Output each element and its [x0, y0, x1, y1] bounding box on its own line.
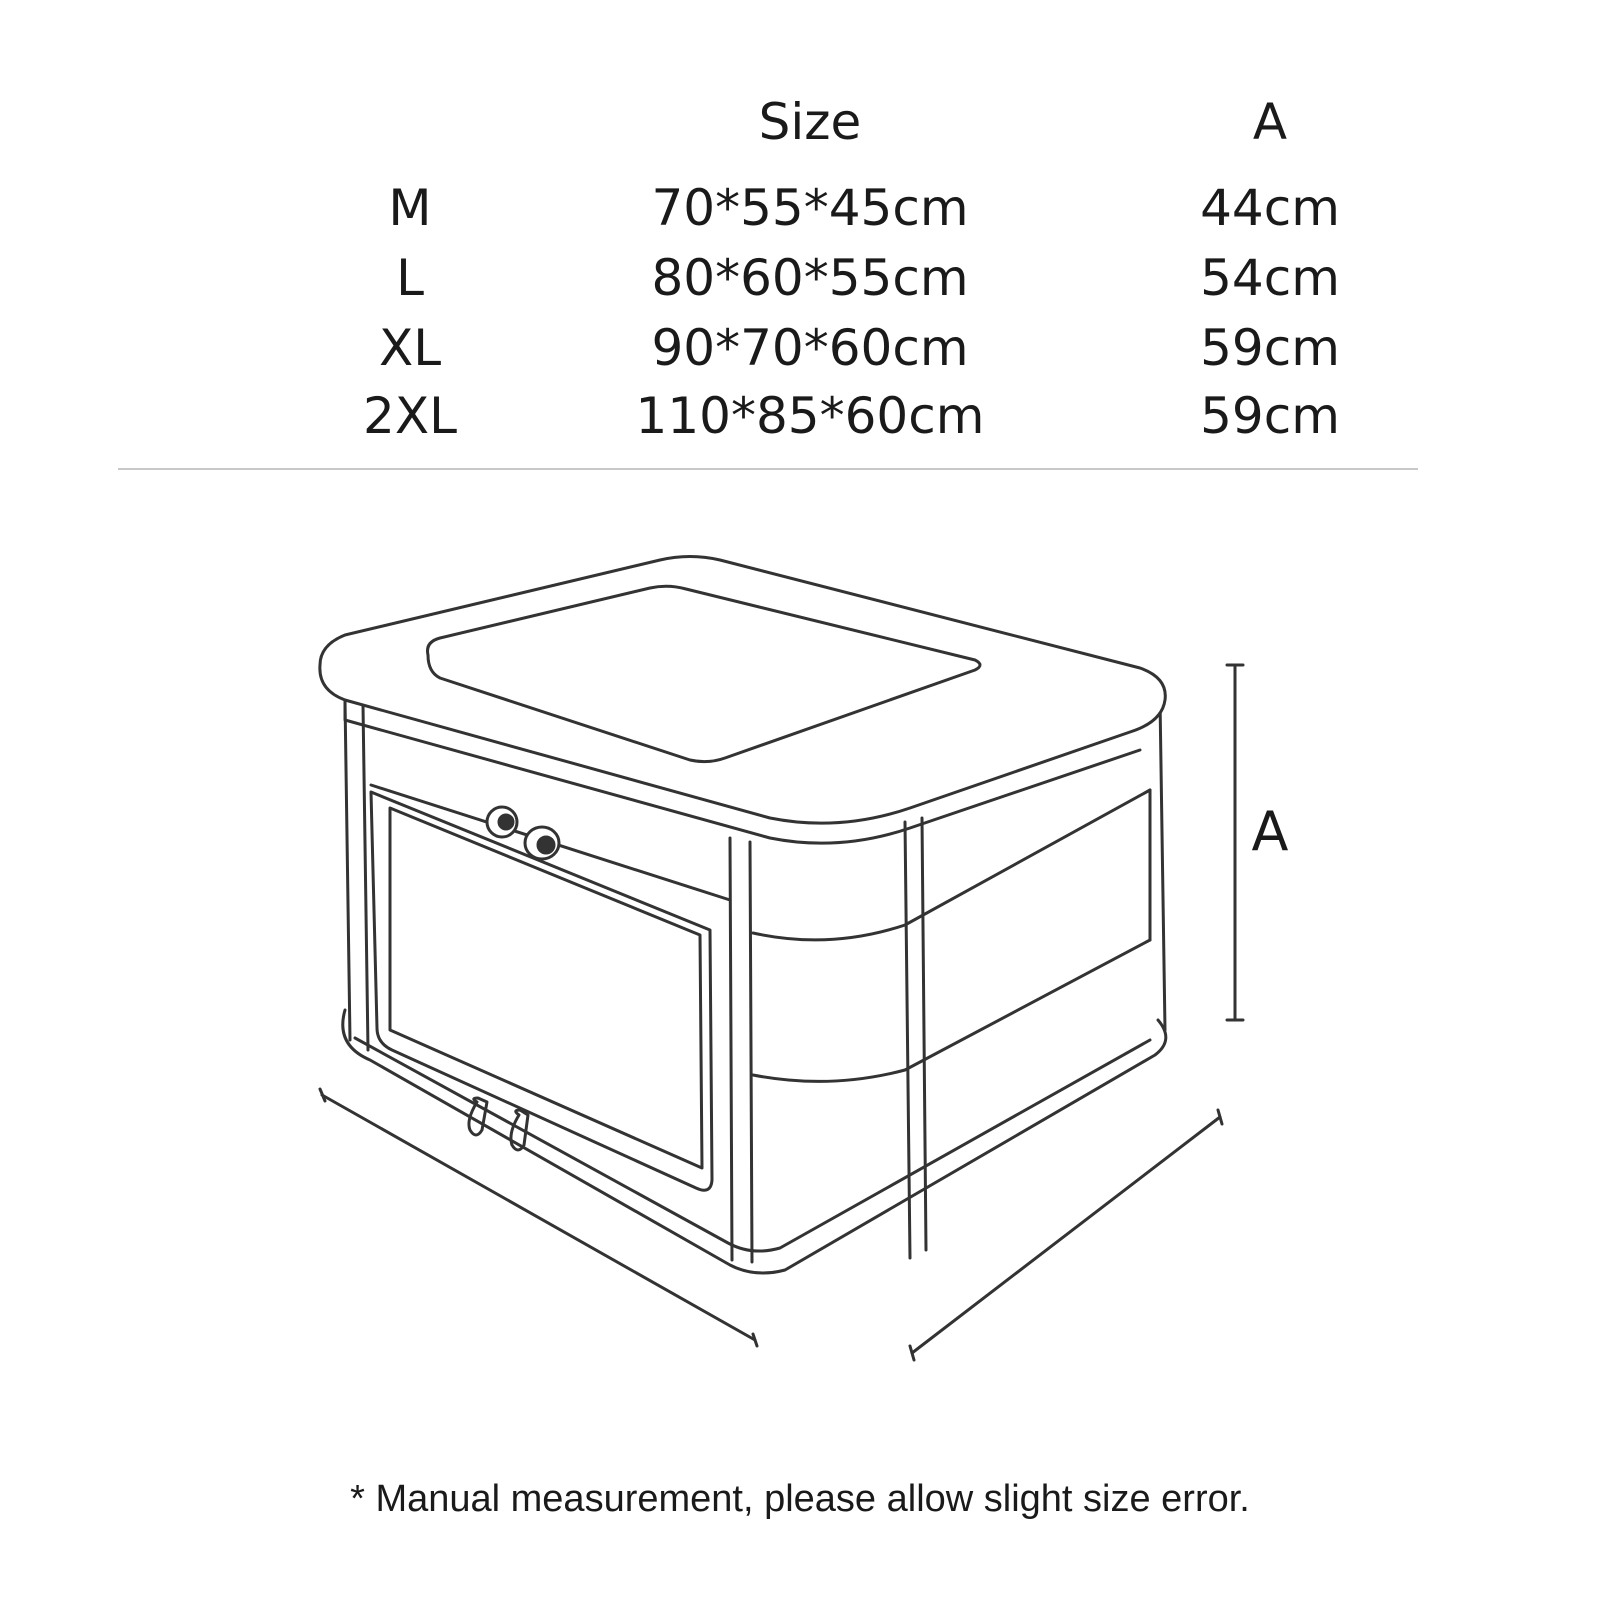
pet-playpen-diagram [0, 520, 1600, 1420]
row-label-m: M [388, 179, 432, 237]
row-label-xl: XL [378, 319, 442, 377]
row-a-2xl: 59cm [1200, 387, 1340, 445]
row-size-2xl: 110*85*60cm [635, 387, 985, 445]
header-a: A [1252, 93, 1288, 151]
left-frame-pole [345, 700, 368, 1050]
row-label-l: L [396, 249, 424, 307]
row-a-m: 44cm [1200, 179, 1340, 237]
width-dimension-line [320, 1089, 757, 1346]
row-size-m: 70*55*45cm [651, 179, 969, 237]
row-size-xl: 90*70*60cm [651, 319, 969, 377]
right-frame-pole [905, 818, 926, 1258]
header-size: Size [758, 93, 862, 151]
row-size-l: 80*60*55cm [651, 249, 969, 307]
height-dimension-label: A [1251, 800, 1289, 863]
size-table [0, 0, 1600, 460]
row-a-xl: 59cm [1200, 319, 1340, 377]
front-corner-pole [730, 838, 752, 1262]
playpen-base [343, 1010, 1166, 1273]
table-divider [118, 468, 1418, 470]
row-a-l: 54cm [1200, 249, 1340, 307]
row-label-2xl: 2XL [363, 387, 457, 445]
measurement-footnote: * Manual measurement, please allow slight size error. [350, 1478, 1250, 1520]
